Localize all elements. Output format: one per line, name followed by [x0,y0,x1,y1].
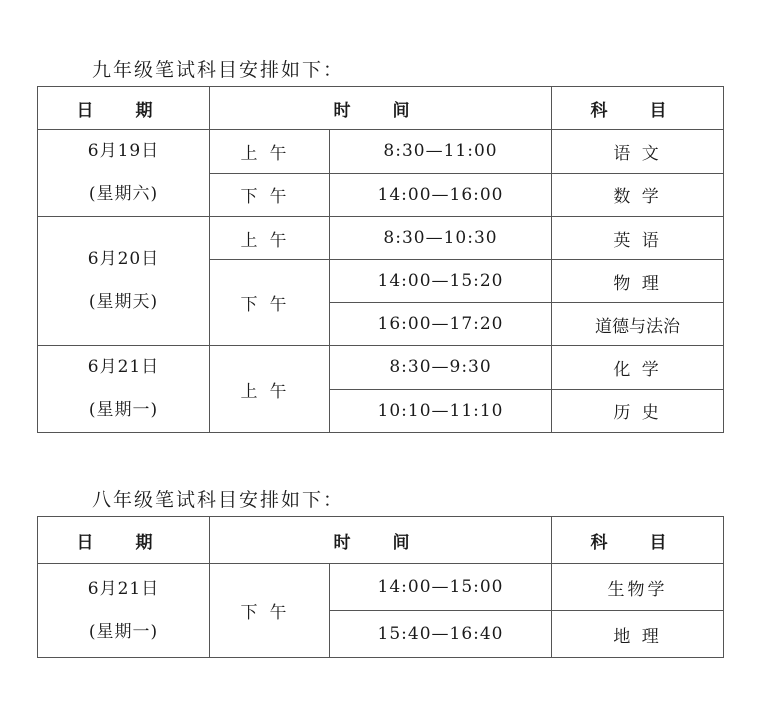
subject-cell: 数 学 [552,173,724,217]
weekday-text: (星期天) [88,292,159,312]
subject-cell: 生物学 [552,564,724,611]
grade8-schedule-table [37,516,724,658]
subject-header: 科 目 [552,517,724,564]
time-header: 时 间 [210,87,552,130]
date-cell [38,564,210,658]
subject-cell: 地 理 [552,611,724,658]
date-cell [38,346,210,433]
period-cell: 下午 [210,173,330,217]
table-header-row [38,517,724,564]
period-cell: 上午 [210,130,330,174]
time-header: 时 间 [210,517,552,564]
period-cell: 上午 [210,217,330,260]
date-text: 6月20日 [87,249,160,269]
date-cell [38,130,210,217]
weekday-text: (星期六) [88,184,159,204]
period-cell: 下午 [210,564,330,658]
subject-cell: 历 史 [552,389,724,433]
subject-cell: 化 学 [552,346,724,390]
subject-header: 科 目 [552,87,724,130]
time-cell: 16:00—17:20 [330,303,552,346]
time-cell: 14:00—16:00 [330,173,552,217]
time-cell: 14:00—15:00 [330,564,552,611]
date-header: 日 期 [38,87,210,130]
weekday-text: (星期一) [88,400,159,420]
table-row [38,346,724,390]
date-text: 6月21日 [87,578,160,599]
subject-cell: 道德与法治 [552,303,724,346]
time-cell: 8:30—11:00 [330,130,552,174]
grade9-heading: 九年级笔试科目安排如下： [92,59,345,81]
grade8-heading: 八年级笔试科目安排如下： [92,489,345,511]
time-cell: 10:10—11:10 [330,389,552,433]
time-cell: 8:30—10:30 [330,217,552,260]
date-cell [38,217,210,346]
period-cell: 上午 [210,346,330,433]
table-row [38,564,724,611]
table-row [38,130,724,174]
table-header-row [38,87,724,130]
period-cell: 下午 [210,260,330,346]
date-text: 6月21日 [87,357,160,377]
subject-cell: 物 理 [552,260,724,303]
subject-cell: 英 语 [552,217,724,260]
time-cell: 8:30—9:30 [330,346,552,390]
table-row [38,217,724,260]
time-cell: 14:00—15:20 [330,260,552,303]
weekday-text: (星期一) [88,621,159,642]
time-cell: 15:40—16:40 [330,611,552,658]
date-header: 日 期 [38,517,210,564]
grade9-schedule-table [37,86,724,433]
subject-cell: 语 文 [552,130,724,174]
date-text: 6月19日 [87,141,160,161]
